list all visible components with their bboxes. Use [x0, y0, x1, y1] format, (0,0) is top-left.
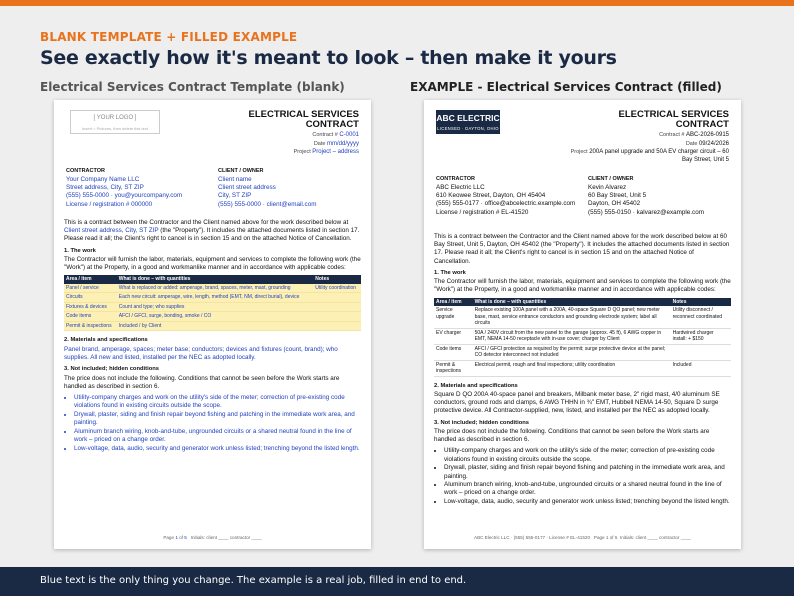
- filled-example-title: EXAMPLE - Electrical Services Contract (filled): [410, 80, 722, 94]
- list-item: • Drywall, plaster, siding and finish repair beyond fishing and patching in the immediate work area, and painting.: [74, 411, 361, 427]
- logo-placeholder: [ YOUR LOGO ] Insert > Pictures, then delete this text: [70, 110, 160, 134]
- contract-project: Project 200A panel upgrade and 50A EV charger circuit – 60 Bay Street, Unit 5: [570, 149, 729, 164]
- list-item: • Low-voltage, data, audio, security and generator work unless listed; trenching beyond the listed length.: [74, 445, 361, 453]
- footer-note: Blue text is the only thing you change. The example is a real job, filled in end to end.: [0, 567, 794, 596]
- section-heading: 2. Materials and specifications: [434, 382, 518, 389]
- contract-body: This is a contract between the Contractor and the Client named above for the work described below at Client street address, City, ST ZIP (the "Property"). It includes the attached documents listed in section 17. Please read it all; the Client's right to cancel is in section 15 and on the attached Notice of Cancellation. 1. The work The Contractor will furnish the labor, materials, equipment and services to complete the following work (the "Work") at the Property, in a good and workmanlike manner and in accordance with applicable codes: Area / item What is done – with quantities Notes Panel / service What is replaced or added: amperage, brand, spaces, meter, mast, grounding Utility coordination Circuits Each new circuit: amperage, wire, length, method (EMT, NM, direct burial), device Fixtures & devices Count and type; who supplies Code items AFCI / GFCI, surge, bonding, smoke / CO Permit & inspections Included / by Client 2. Materials and specifications Panel brand, amperage, spaces; meter base; conductors; devices and fixtures (count, brand); who supplies. All new and listed, installed per the NEC as adopted locally. 3. Not included; hidden conditions The price does not include the following. Conditions that cannot be seen before the Work starts are handled as described in section 6. • Utility-company charges and work on the utility's side of the meter; correction of pre-existing code violations found in existing circuits outside the scope. • Drywall, plaster, siding and finish repair beyond fishing and patching in the immediate work area, and painting. • Aluminum branch wiring, knob-and-tube, ungrounded circuits or a shared neutral found in the line of work – priced on a change order. • Low-voltage, data, audio, security and generator work unless listed; trenching beyond the listed length.: [64, 219, 361, 453]
- list-item: • Drywall, plaster, siding and finish repair beyond fishing and patching in the immediate work area, and painting.: [444, 464, 731, 480]
- contract-number: Contract # ABC-2026-0915: [659, 131, 729, 138]
- page-footer: ABC Electric LLC · (555) 555-0177 · License # EL-41520 Page 1 of 5 Initials: client ____ contractor ____: [474, 535, 691, 541]
- list-item: • Aluminum branch wiring, knob-and-tube, ungrounded circuits or a shared neutral found in the line of work – priced on a change order.: [74, 428, 361, 444]
- contractor-block: CONTRACTOR Your Company Name LLC Street address, City, ST ZIP (555) 555-0000 · you@yourcompany.com License / registration # 000000: [66, 168, 183, 208]
- owner-block: CLIENT / OWNER Client name Client street address City, ST ZIP (555) 555-0000 · client@email.com: [218, 168, 317, 208]
- document-header: [248, 110, 359, 157]
- section-heading: 1. The work: [64, 247, 96, 254]
- headline: See exactly how it's meant to look – then make it yours: [40, 47, 617, 69]
- exclusions-list: [64, 394, 361, 453]
- scope-table: Area / item What is done – with quantities Notes Service upgrade Replace existing 100A panel with a 200A, 40-space Square D QO panel; new meter base, mast, service entrance conductors and grounding electrode system; label all circuits Utility disconnect / reconnect coordinated EV charger 50A / 240V circuit from the new panel to the garage (approx. 45 ft), 6 AWG copper in EMT, NEMA 14-50 receptacle with in-use cover; charger by Client Hardwired charger install: + $150 Code items AFCI / GFCI protection as required by the permit; surge protective device at the panel; CO detector interconnect not included Permit & inspections Electrical permit, rough and final inspections; utility coordination Included: [434, 298, 731, 377]
- contract-date: Date mm/dd/yyyy: [313, 140, 359, 147]
- document-title: ELECTRICAL SERVICES CONTRACT: [248, 109, 359, 131]
- list-item: • Aluminum branch wiring, knob-and-tube, ungrounded circuits or a shared neutral found in the line of work – priced on a change order.: [444, 481, 731, 497]
- contract-project: Project Project – address: [293, 149, 359, 156]
- table-row: Circuits Each new circuit: amperage, wire, length, method (EMT, NM, direct burial), device: [64, 293, 361, 303]
- filled-contract-page: [424, 100, 741, 549]
- scope-table: Area / item What is done – with quantities Notes Panel / service What is replaced or added: amperage, brand, spaces, meter, mast, grounding Utility coordination Circuits Each new circuit: amperage, wire, length, method (EMT, NM, direct burial), device Fixtures & devices Count and type; who supplies Code items AFCI / GFCI, surge, bonding, smoke / CO Permit & inspections Included / by Client: [64, 275, 361, 331]
- intro-paragraph: This is a contract between the Contractor and the Client named above for the work described below at 60 Bay Street, Unit 5, Dayton, OH 45402 (the "Property"). It includes the attached documents listed in section 17. Please read it all; the Client's right to cancel is in section 15 and on the attached Notice of Cancellation.: [434, 233, 730, 265]
- table-row: Code items AFCI / GFCI, surge, bonding, smoke / CO: [64, 312, 361, 322]
- table-row: Code items AFCI / GFCI protection as required by the permit; surge protective device at the panel; CO detector interconnect not included: [434, 344, 731, 360]
- list-item: • Utility-company charges and work on the utility's side of the meter; correction of pre-existing code violations found in existing circuits outside the scope.: [444, 447, 731, 463]
- blank-contract-page: [54, 100, 371, 549]
- list-item: • Utility-company charges and work on the utility's side of the meter; correction of pre-existing code violations found in existing circuits outside the scope.: [74, 394, 361, 410]
- section-heading: 3. Not included; hidden conditions: [64, 366, 160, 373]
- contractor-block: CONTRACTOR ABC Electric LLC 610 Keowee Street, Dayton, OH 45404 (555) 555-0177 · office@abcelectric.example.com License / registration # EL-41520: [436, 176, 576, 216]
- table-row: Fixtures & devices Count and type; who supplies: [64, 302, 361, 312]
- company-logo: ABC ELECTRIC LICENSED · DAYTON, OHIO: [436, 110, 500, 134]
- kicker-label: BLANK TEMPLATE + FILLED EXAMPLE: [40, 30, 298, 44]
- top-accent-bar: [0, 0, 794, 6]
- document-title: ELECTRICAL SERVICES CONTRACT: [618, 109, 729, 131]
- table-row: Panel / service What is replaced or added: amperage, brand, spaces, meter, mast, grounding Utility coordination: [64, 284, 361, 293]
- contract-number: Contract # C-0001: [312, 131, 359, 138]
- intro-paragraph: This is a contract between the Contractor and the Client named above for the work described below at Client street address, City, ST ZIP (the "Property"). It includes the attached documents listed in section 17. Please read it all; the Client's right to cancel is in section 15 and on the attached Notice of Cancellation.: [64, 219, 360, 243]
- page-footer: Page 1 of 5 Initials: client ____ contractor ____: [163, 535, 262, 541]
- owner-block: CLIENT / OWNER Kevin Alvarez 60 Bay Street, Unit 5 Dayton, OH 45402 (555) 555-0150 · kalvarez@example.com: [588, 176, 704, 216]
- contract-body: This is a contract between the Contractor and the Client named above for the work described below at 60 Bay Street, Unit 5, Dayton, OH 45402 (the "Property"). It includes the attached documents listed in section 17. Please read it all; the Client's right to cancel is in section 15 and on the attached Notice of Cancellation. 1. The work The Contractor will furnish the labor, materials, equipment and services to complete the following work (the "Work") at the Property, in a good and workmanlike manner and in accordance with applicable codes: Area / item What is done – with quantities Notes Service upgrade Replace existing 100A panel with a 200A, 40-space Square D QO panel; new meter base, mast, service entrance conductors and grounding electrode system; label all circuits Utility disconnect / reconnect coordinated EV charger 50A / 240V circuit from the new panel to the garage (approx. 45 ft), 6 AWG copper in EMT, NEMA 14-50 receptacle with in-use cover; charger by Client Hardwired charger install: + $150 Code items AFCI / GFCI protection as required by the permit; surge protective device at the panel; CO detector interconnect not included Permit & inspections Electrical permit, rough and final inspections; utility coordination Included 2. Materials and specifications Square D QO 200A 40-space panel and breakers, Milbank meter base, 2" rigid mast, 4/0 aluminum SE conductors, ground rods and clamps, 6 AWG THHN in ¾" EMT, Hubbell NEMA 14-50, Square D surge protective device. All Contractor-supplied, new, listed, and installed per the NEC as adopted locally. 3. Not included; hidden conditions The price does not include the following. Conditions that cannot be seen before the Work starts are handled as described in section 6. • Utility-company charges and work on the utility's side of the meter; correction of pre-existing code violations found in existing circuits outside the scope. • Drywall, plaster, siding and finish repair beyond fishing and patching in the immediate work area, and painting. • Aluminum branch wiring, knob-and-tube, ungrounded circuits or a shared neutral found in the line of work – priced on a change order. • Low-voltage, data, audio, security and generator work unless listed; trenching beyond the listed length.: [434, 233, 731, 507]
- section-heading: 1. The work: [434, 269, 466, 276]
- contract-date: Date 09/24/2026: [685, 140, 729, 147]
- section-heading: 2. Materials and specifications: [64, 337, 148, 344]
- table-row: EV charger 50A / 240V circuit from the new panel to the garage (approx. 45 ft), 6 AWG copper in EMT, NEMA 14-50 receptacle with in-use cover; charger by Client Hardwired charger install: + $150: [434, 328, 731, 344]
- table-row: Permit & inspections Electrical permit, rough and final inspections; utility coordination Included: [434, 360, 731, 376]
- table-row: Service upgrade Replace existing 100A panel with a 200A, 40-space Square D QO panel; new meter base, mast, service entrance conductors and grounding electrode system; label all circuits Utility disconnect / reconnect coordinated: [434, 306, 731, 328]
- list-item: • Low-voltage, data, audio, security and generator work unless listed; trenching beyond the listed length.: [444, 498, 731, 506]
- section-heading: 3. Not included; hidden conditions: [434, 419, 530, 426]
- blank-template-title: Electrical Services Contract Template (blank): [40, 80, 345, 94]
- table-row: Permit & inspections Included / by Client: [64, 321, 361, 331]
- document-header: [559, 110, 729, 165]
- exclusions-list: [434, 447, 731, 506]
